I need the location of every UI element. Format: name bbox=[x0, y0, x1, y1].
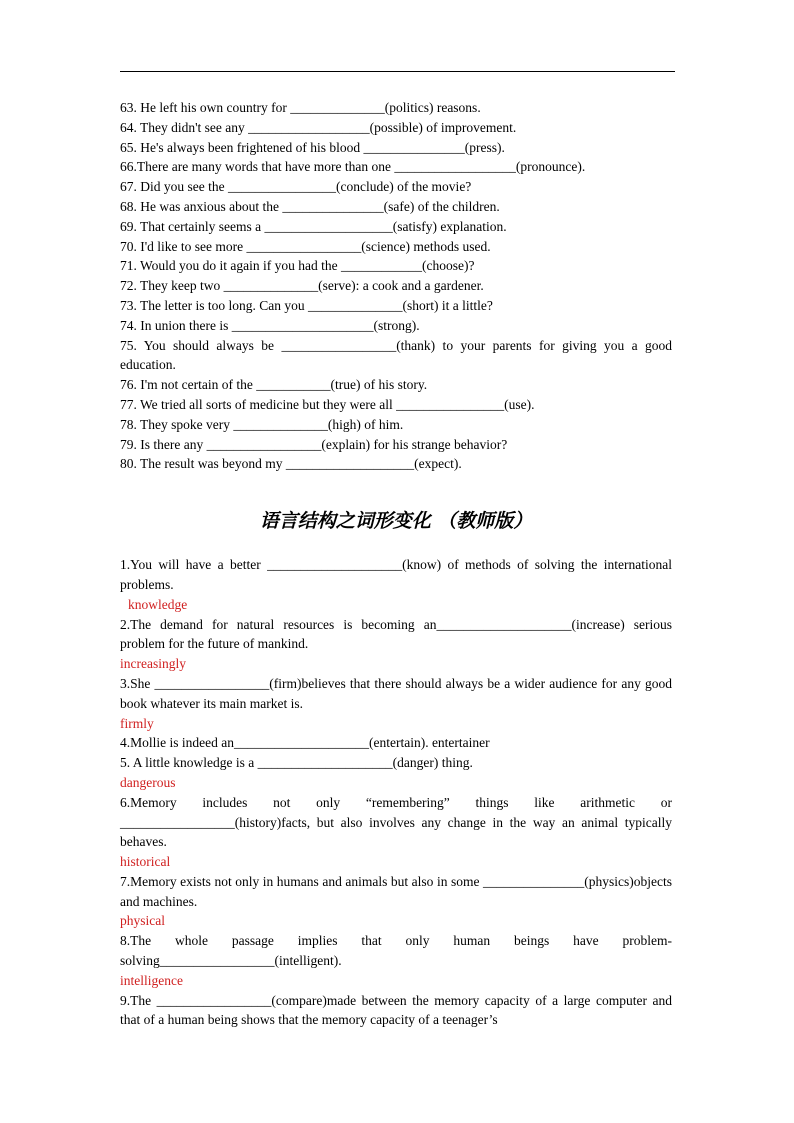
teacher-question-4: 4.Mollie is indeed an____________________(entertain). entertainer bbox=[120, 735, 490, 751]
worksheet-page bbox=[120, 98, 672, 1030]
teacher-question-1: 1.You will have a better ____________________(know) of methods of solving the international problems. bbox=[120, 557, 672, 592]
teacher-question-5: 5. A little knowledge is a ____________________(danger) thing. bbox=[120, 755, 473, 771]
exercise-69: 69. That certainly seems a ___________________(satisfy) explanation. bbox=[120, 218, 507, 234]
answer-7: physical bbox=[120, 913, 165, 929]
answer-2: increasingly bbox=[120, 656, 186, 672]
teacher-question-7: 7.Memory exists not only in humans and animals but also in some _______________(physics)objects and machines. bbox=[120, 873, 672, 909]
answer-3: firmly bbox=[120, 715, 154, 731]
teacher-question-8: 8.The whole passage implies that only human beings have problem-solving_________________(intelligent). bbox=[120, 933, 672, 969]
exercise-64: 64. They didn't see any __________________(possible) of improvement. bbox=[120, 119, 517, 135]
teacher-exercise-list bbox=[120, 555, 672, 1030]
exercise-75: 75. You should always be _________________(thank) to your parents for giving you a good education. bbox=[120, 337, 672, 373]
exercise-74: 74. In union there is _____________________(strong). bbox=[120, 317, 420, 333]
exercise-77: 77. We tried all sorts of medicine but they were all ________________(use). bbox=[120, 396, 535, 412]
answer-8: intelligence bbox=[120, 972, 183, 988]
answer-5: dangerous bbox=[120, 774, 176, 790]
teacher-question-2: 2.The demand for natural resources is becoming an____________________(increase) serious problem for the future of mankind. bbox=[120, 616, 672, 652]
exercise-65: 65. He's always been frightened of his blood _______________(press). bbox=[120, 139, 505, 155]
exercise-66: 66.There are many words that have more than one __________________(pronounce). bbox=[120, 159, 586, 175]
teacher-question-3: 3.She _________________(firm)believes that there should always be a wider audience for any good book whatever its main market is. bbox=[120, 675, 672, 711]
exercise-78: 78. They spoke very ______________(high) of him. bbox=[120, 416, 404, 432]
exercise-79: 79. Is there any _________________(explain) for his strange behavior? bbox=[120, 436, 508, 452]
exercise-73: 73. The letter is too long. Can you ______________(short) it a little? bbox=[120, 297, 493, 313]
teacher-question-6: 6.Memory includes not only “remembering” things like arithmetic or _________________(history)facts, but also involves any change in the way an animal typically behaves. bbox=[120, 794, 672, 850]
section-title: 语言结构之词形变化 （教师版） bbox=[259, 510, 533, 533]
answer-1: knowledge bbox=[128, 596, 188, 612]
exercise-list-top bbox=[120, 98, 672, 474]
exercise-72: 72. They keep two ______________(serve): a cook and a gardener. bbox=[120, 278, 484, 294]
header-rule bbox=[120, 71, 675, 72]
exercise-76: 76. I'm not certain of the ___________(true) of his story. bbox=[120, 377, 428, 393]
exercise-70: 70. I'd like to see more _________________(science) methods used. bbox=[120, 238, 491, 254]
exercise-68: 68. He was anxious about the _______________(safe) of the children. bbox=[120, 198, 500, 214]
exercise-63: 63. He left his own country for ______________(politics) reasons. bbox=[120, 100, 481, 115]
answer-6: historical bbox=[120, 854, 171, 870]
exercise-71: 71. Would you do it again if you had the ____________(choose)? bbox=[120, 258, 475, 274]
exercise-67: 67. Did you see the ________________(conclude) of the movie? bbox=[120, 179, 472, 195]
teacher-question-9: 9.The _________________(compare)made between the memory capacity of a large computer and that of a human being shows that the memory capacity of a teenager’s bbox=[120, 992, 672, 1028]
exercise-80: 80. The result was beyond my ___________________(expect). bbox=[120, 456, 462, 472]
